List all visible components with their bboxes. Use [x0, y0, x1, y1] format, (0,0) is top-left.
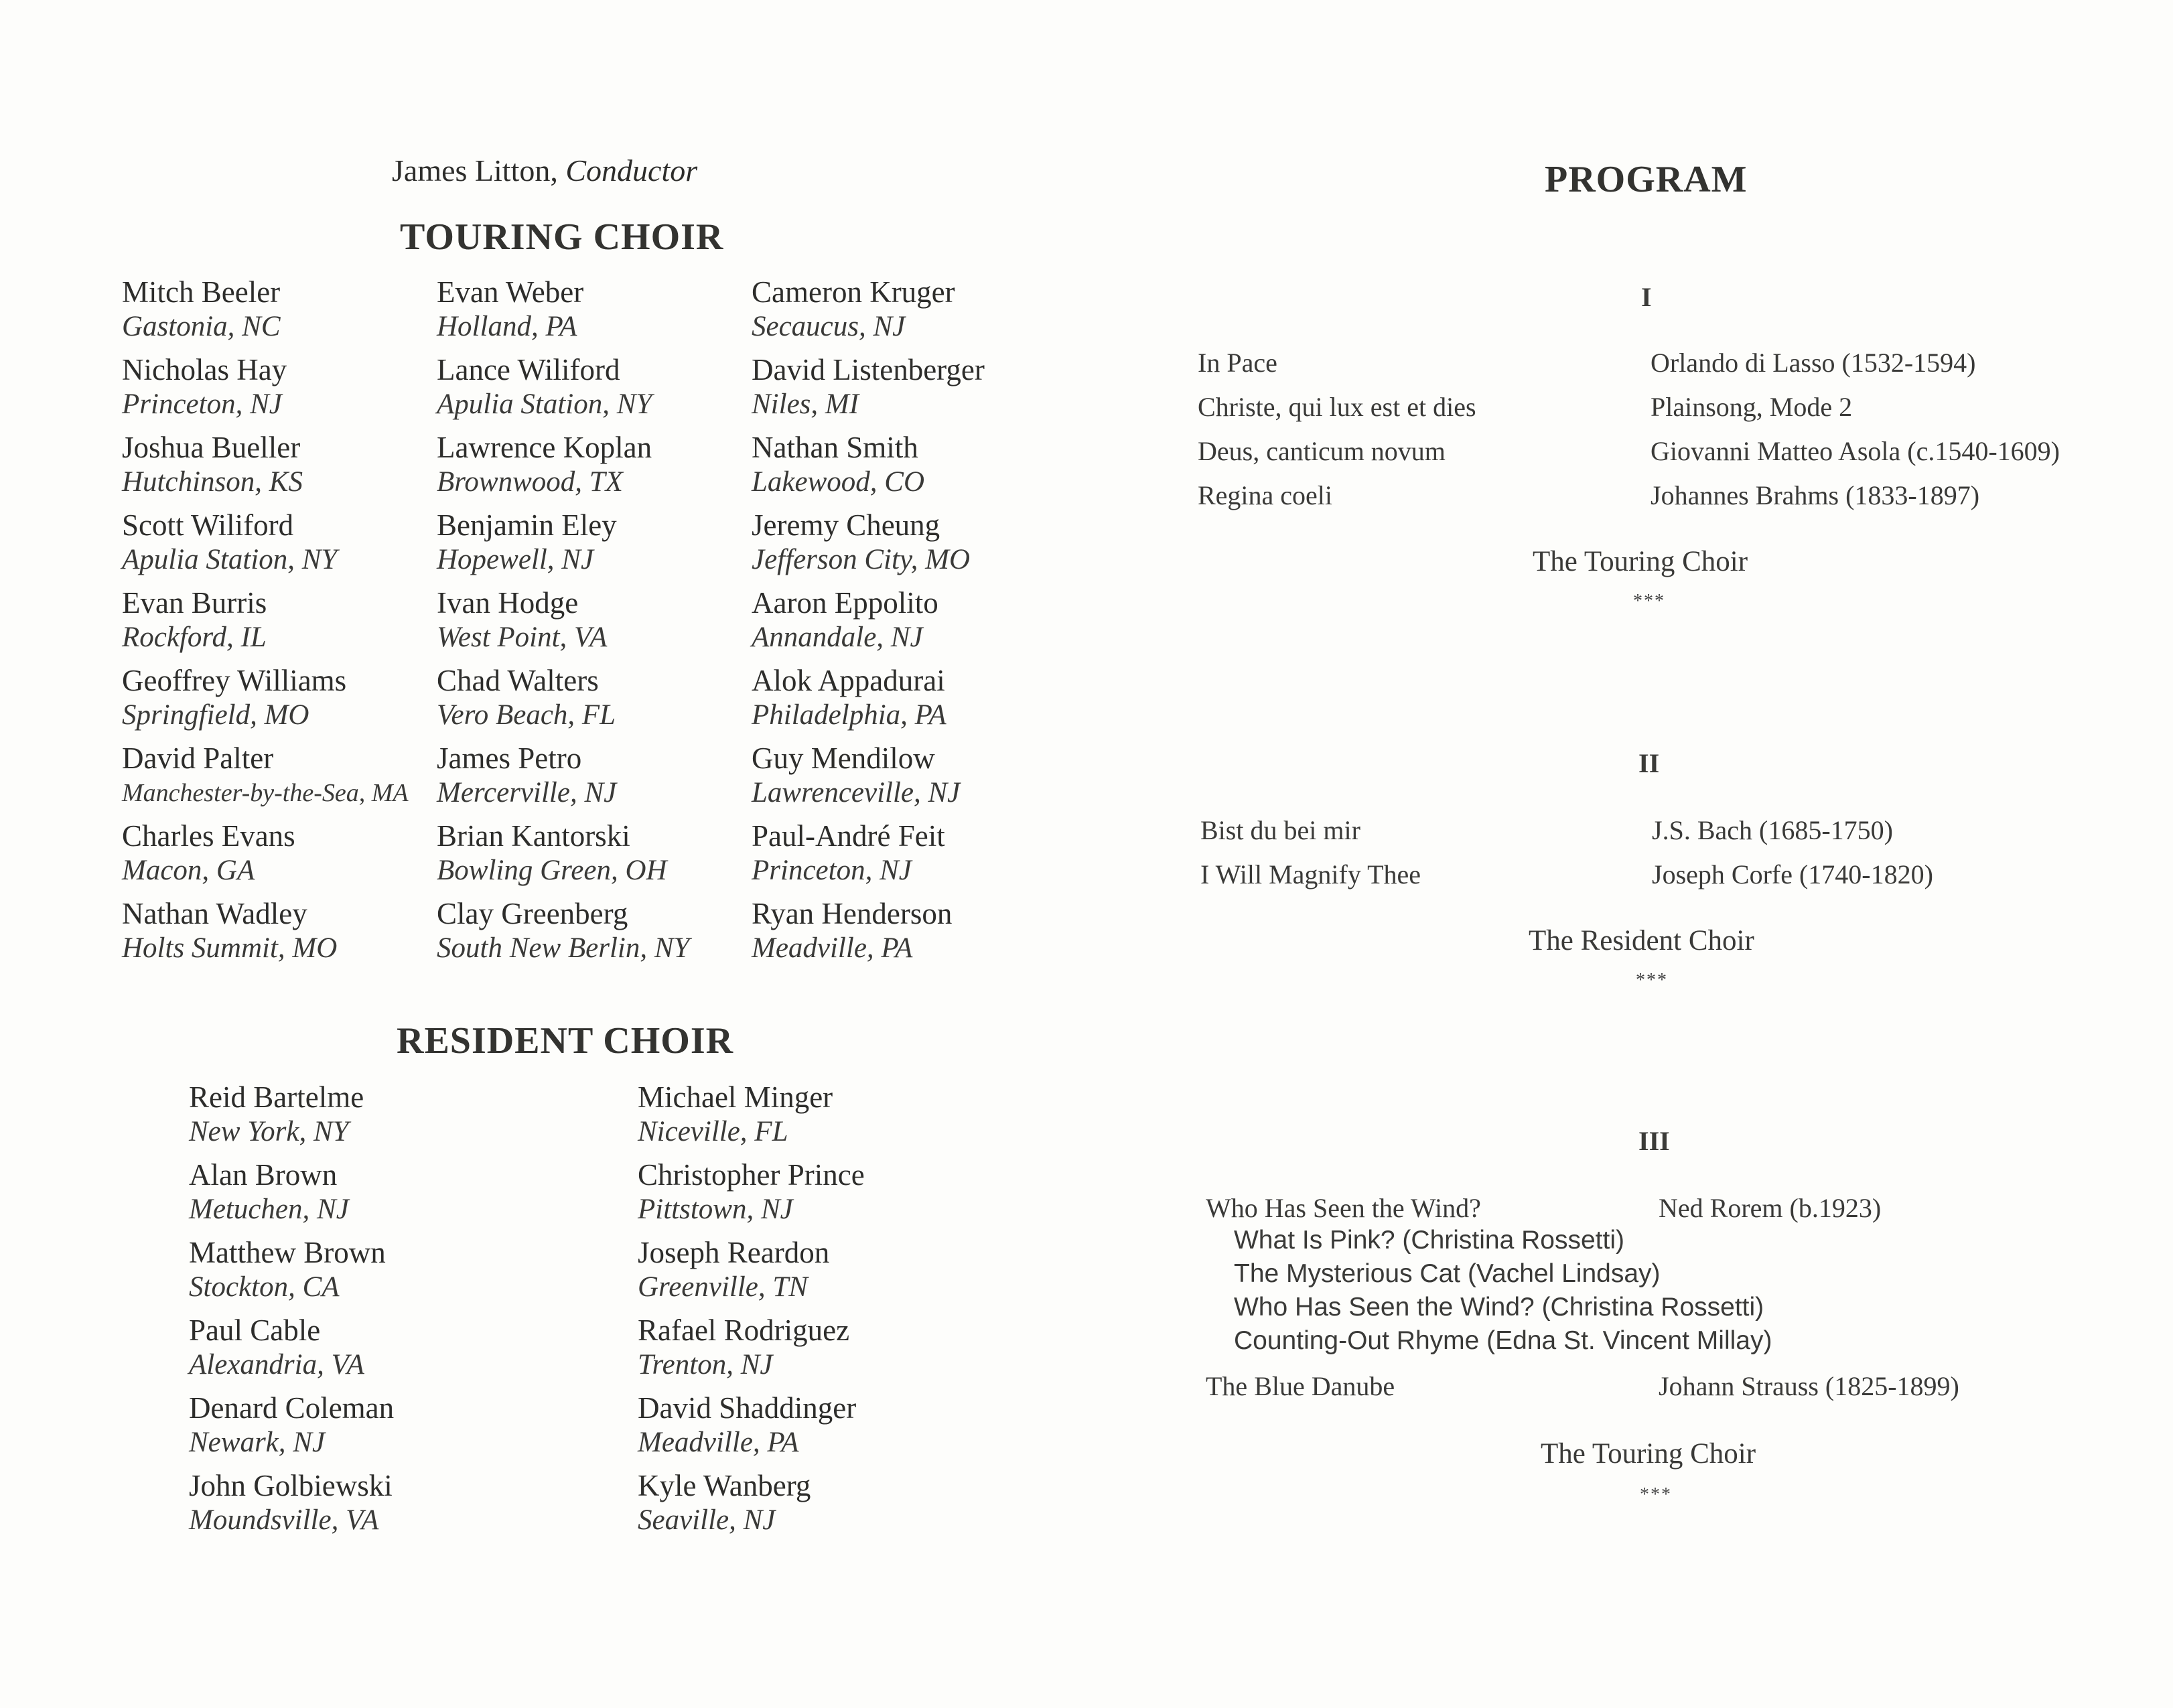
member: [638, 1391, 986, 1460]
piece-composer: Plainsong, Mode 2: [1651, 392, 1853, 422]
member-town: Moundsville, VA: [189, 1504, 379, 1536]
member: [638, 1080, 986, 1149]
member-name: Denard Coleman: [189, 1391, 395, 1425]
section-divider-stars: ***: [1636, 970, 1668, 991]
member-name: Alok Appadurai: [752, 664, 945, 697]
member-name: Chad Walters: [437, 664, 599, 697]
member-town: Meadville, PA: [752, 932, 913, 964]
member-name: Guy Mendilow: [752, 741, 935, 775]
member-name: John Golbiewski: [189, 1469, 393, 1502]
member: [638, 1235, 986, 1305]
member-town: Philadelphia, PA: [752, 699, 947, 731]
member-town: Princeton, NJ: [752, 855, 912, 886]
piece-composer: Orlando di Lasso (1532-1594): [1651, 348, 1976, 378]
member: [189, 1391, 537, 1460]
member-name: Lawrence Koplan: [437, 431, 652, 464]
member: [752, 896, 1100, 966]
member-name: Paul-André Feit: [752, 819, 945, 853]
member: [437, 741, 785, 810]
member-town: Hutchinson, KS: [122, 466, 303, 498]
conductor-role: Conductor: [565, 153, 698, 188]
member: [122, 585, 470, 655]
piece-title: Regina coeli: [1198, 480, 1333, 510]
member-name: Michael Minger: [638, 1080, 833, 1114]
piece-composer: Giovanni Matteo Asola (c.1540-1609): [1651, 436, 2060, 466]
member-town: Mercerville, NJ: [437, 777, 617, 808]
member: [638, 1468, 986, 1538]
sub-piece: Counting-Out Rhyme (Edna St. Vincent Millay): [1234, 1326, 1772, 1355]
member: [189, 1235, 537, 1305]
section-numeral: II: [1638, 748, 1660, 778]
member-name: Jeremy Cheung: [752, 508, 940, 542]
sub-piece: The Mysterious Cat (Vachel Lindsay): [1234, 1259, 1661, 1288]
piece-composer: Ned Rorem (b.1923): [1659, 1193, 1882, 1223]
member-name: David Listenberger: [752, 353, 985, 386]
member-town: Princeton, NJ: [122, 388, 282, 420]
member: [638, 1313, 986, 1382]
member-town: Niceville, FL: [638, 1116, 788, 1147]
section-divider-stars: ***: [1640, 1484, 1672, 1505]
piece-title: I Will Magnify Thee: [1200, 859, 1421, 889]
member-town: Vero Beach, FL: [437, 699, 616, 731]
program-heading: PROGRAM: [1545, 159, 1748, 200]
member-town: Rockford, IL: [122, 622, 267, 653]
member-town: Apulia Station, NY: [122, 544, 338, 575]
piece-composer: Joseph Corfe (1740-1820): [1652, 859, 1933, 889]
member-town: New York, NY: [189, 1116, 349, 1147]
member-town: Brownwood, TX: [437, 466, 623, 498]
member: [122, 663, 470, 733]
piece-title: Bist du bei mir: [1200, 815, 1360, 845]
piece-title: Deus, canticum novum: [1198, 436, 1446, 466]
member: [437, 352, 785, 422]
member: [122, 741, 470, 810]
member: [437, 585, 785, 655]
member: [437, 819, 785, 888]
member-name: Matthew Brown: [189, 1236, 386, 1269]
member: [752, 585, 1100, 655]
member-town: Meadville, PA: [638, 1427, 799, 1458]
member: [122, 896, 470, 966]
section-numeral: III: [1638, 1126, 1670, 1156]
member-name: Ryan Henderson: [752, 897, 953, 930]
member-town: Metuchen, NJ: [189, 1194, 349, 1225]
choir-credit: The Touring Choir: [1533, 546, 1748, 577]
choir-credit: The Resident Choir: [1529, 925, 1754, 956]
member: [437, 275, 785, 344]
section-numeral: I: [1641, 282, 1652, 312]
sub-piece: What Is Pink? (Christina Rossetti): [1234, 1226, 1625, 1255]
member-name: Evan Burris: [122, 586, 267, 620]
member-town: Springfield, MO: [122, 699, 309, 731]
member: [122, 508, 470, 577]
piece-title: In Pace: [1198, 348, 1277, 378]
conductor-line: [392, 153, 697, 188]
piece-title: Who Has Seen the Wind?: [1206, 1193, 1481, 1223]
member-name: James Petro: [437, 741, 582, 775]
touring-choir-heading: TOURING CHOIR: [400, 216, 724, 258]
member-name: Alan Brown: [189, 1158, 338, 1192]
member: [437, 430, 785, 500]
member-name: Mitch Beeler: [122, 275, 281, 309]
member-town: Seaville, NJ: [638, 1504, 776, 1536]
member-name: Nathan Smith: [752, 431, 918, 464]
member: [189, 1468, 537, 1538]
member-name: Kyle Wanberg: [638, 1469, 811, 1502]
member-town: Jefferson City, MO: [752, 544, 971, 575]
member-name: Ivan Hodge: [437, 586, 579, 620]
member-name: Lance Wiliford: [437, 353, 620, 386]
member: [437, 663, 785, 733]
member-name: Aaron Eppolito: [752, 586, 938, 620]
member-name: Rafael Rodriguez: [638, 1313, 850, 1347]
member: [437, 508, 785, 577]
member: [122, 275, 470, 344]
member-town: Bowling Green, OH: [437, 855, 667, 886]
section-divider-stars: ***: [1633, 591, 1665, 612]
resident-choir-heading: RESIDENT CHOIR: [397, 1020, 734, 1062]
member-town: Pittstown, NJ: [638, 1194, 793, 1225]
member-town: Niles, MI: [752, 388, 859, 420]
member-town: Stockton, CA: [189, 1271, 340, 1303]
member: [122, 430, 470, 500]
member: [189, 1313, 537, 1382]
member-town: West Point, VA: [437, 622, 608, 653]
member: [752, 741, 1100, 810]
member-town: Gastonia, NC: [122, 311, 281, 342]
member-name: Joseph Reardon: [638, 1236, 830, 1269]
member: [122, 819, 470, 888]
member-town: Alexandria, VA: [189, 1349, 364, 1380]
member-town: Annandale, NJ: [752, 622, 923, 653]
member-name: Clay Greenberg: [437, 897, 628, 930]
conductor-name: James Litton,: [392, 153, 558, 188]
member-name: Christopher Prince: [638, 1158, 865, 1192]
member-name: Brian Kantorski: [437, 819, 630, 853]
member-name: David Palter: [122, 741, 274, 775]
member-town: Secaucus, NJ: [752, 311, 906, 342]
member-town: South New Berlin, NY: [437, 932, 690, 964]
member-name: Charles Evans: [122, 819, 295, 853]
member-name: Joshua Bueller: [122, 431, 301, 464]
member-town: Holland, PA: [437, 311, 577, 342]
piece-title: Christe, qui lux est et dies: [1198, 392, 1476, 422]
member-name: Evan Weber: [437, 275, 584, 309]
member-town: Trenton, NJ: [638, 1349, 773, 1380]
sub-piece: Who Has Seen the Wind? (Christina Rossetti): [1234, 1293, 1764, 1322]
member-town: Holts Summit, MO: [122, 932, 338, 964]
member-name: Reid Bartelme: [189, 1080, 364, 1114]
member-name: Benjamin Eley: [437, 508, 617, 542]
member-name: David Shaddinger: [638, 1391, 857, 1425]
member: [189, 1157, 537, 1227]
piece-composer: J.S. Bach (1685-1750): [1652, 815, 1893, 845]
member-name: Nathan Wadley: [122, 897, 307, 930]
member-town: Newark, NJ: [189, 1427, 326, 1458]
choir-credit: The Touring Choir: [1541, 1438, 1756, 1470]
member-name: Paul Cable: [189, 1313, 321, 1347]
member: [752, 430, 1100, 500]
member-town: Greenville, TN: [638, 1271, 808, 1303]
member: [752, 352, 1100, 422]
piece-composer: Johann Strauss (1825-1899): [1659, 1371, 1959, 1401]
member-town: Apulia Station, NY: [437, 388, 652, 420]
member: [752, 663, 1100, 733]
piece-title: The Blue Danube: [1206, 1371, 1395, 1401]
member: [437, 896, 785, 966]
member-name: Cameron Kruger: [752, 275, 955, 309]
member-town: Macon, GA: [122, 855, 255, 886]
member: [752, 508, 1100, 577]
member-name: Nicholas Hay: [122, 353, 287, 386]
member-town: Hopewell, NJ: [437, 544, 594, 575]
member: [752, 819, 1100, 888]
member: [122, 352, 470, 422]
member: [189, 1080, 537, 1149]
member-town: Manchester-by-the-Sea, MA: [122, 779, 409, 807]
piece-composer: Johannes Brahms (1833-1897): [1651, 480, 1980, 510]
member-name: Geoffrey Williams: [122, 664, 347, 697]
member: [638, 1157, 986, 1227]
member-town: Lakewood, CO: [752, 466, 924, 498]
member-town: Lawrenceville, NJ: [752, 777, 961, 808]
member: [752, 275, 1100, 344]
member-name: Scott Wiliford: [122, 508, 294, 542]
